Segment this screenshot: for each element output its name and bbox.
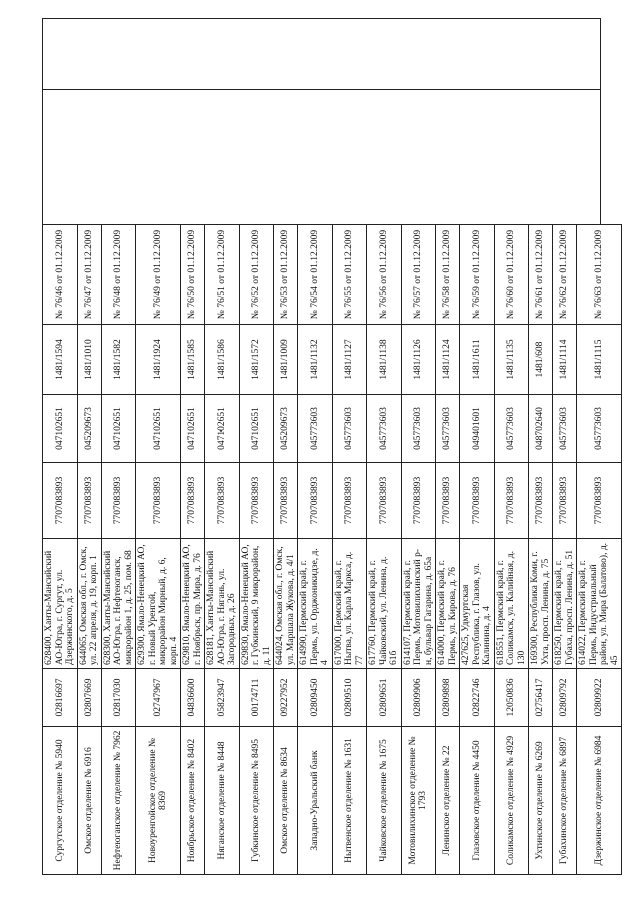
branch-name-cell: Нытвенское отделение № 1631 xyxy=(332,727,367,875)
inn-cell: 7707083893 xyxy=(77,463,101,539)
branch-name-cell: Омское отделение № 8634 xyxy=(274,727,298,875)
license-cell: 1481/1586 xyxy=(205,325,240,395)
branch-name-cell: Омское отделение № 6916 xyxy=(77,727,101,875)
bik-cell: 047102651 xyxy=(101,395,136,463)
table-row xyxy=(101,225,136,875)
inn-cell: 7707083893 xyxy=(367,463,402,539)
address-cell: 617000, Пермский край, г. Нытва, ул. Карла Маркса, д. 77 xyxy=(332,539,367,669)
order-cell: № 76/59 от 01.12.2009 xyxy=(460,225,495,325)
table-row xyxy=(494,225,529,875)
license-cell: 1481/1611 xyxy=(460,325,495,395)
order-cell: № 76/49 от 01.12.2009 xyxy=(136,225,181,325)
order-cell: № 76/60 от 01.12.2009 xyxy=(494,225,529,325)
order-cell: № 76/48 от 01.12.2009 xyxy=(101,225,136,325)
branch-name-cell: Губкинское отделение № 8495 xyxy=(239,727,274,875)
order-cell: № 76/55 от 01.12.2009 xyxy=(332,225,367,325)
inn-cell: 7707083893 xyxy=(401,463,436,539)
table-row xyxy=(367,225,402,875)
okpo-code-cell: 02809651 xyxy=(367,669,402,727)
okpo-code-cell: 12050836 xyxy=(494,669,529,727)
license-cell: 1481/1124 xyxy=(436,325,460,395)
address-cell: 614990, Пермский край, г. Пермь, ул. Орджоникидзе, д. 4 xyxy=(298,539,333,669)
branch-name-cell: Няганское отделение № 8448 xyxy=(205,727,240,875)
branch-name-cell: Западно-Уральский банк xyxy=(298,727,333,875)
header-table-frame xyxy=(42,18,601,225)
address-cell: 628300, Ханты-Мансийский АО-Югра, г. Нефтеюганск, микрорайон 1, д. 25, пом. 68 xyxy=(101,539,136,669)
inn-cell: 7707083893 xyxy=(529,463,553,539)
okpo-code-cell: 02817030 xyxy=(101,669,136,727)
order-cell: № 76/50 от 01.12.2009 xyxy=(181,225,205,325)
okpo-code-cell: 02756417 xyxy=(529,669,553,727)
branch-name-cell: Нефтеюганское отделение № 7962 xyxy=(101,727,136,875)
branches-table xyxy=(42,224,622,875)
license-cell: 1481/1138 xyxy=(367,325,402,395)
okpo-code-cell: 02747967 xyxy=(136,669,181,727)
branch-name-cell: Дзержинское отделение № 6984 xyxy=(577,727,622,875)
order-cell: № 76/52 от 01.12.2009 xyxy=(239,225,274,325)
bik-cell: 047102651 xyxy=(205,395,240,463)
table-row xyxy=(401,225,436,875)
address-cell: 629810, Ямало-Ненецкий АО, г. Ноябрьск, пр. Мира, д. 76 xyxy=(181,539,205,669)
okpo-code-cell: 02809922 xyxy=(577,669,622,727)
inn-cell: 7707083893 xyxy=(494,463,529,539)
bik-cell: 047102651 xyxy=(43,395,78,463)
order-cell: № 76/53 от 01.12.2009 xyxy=(274,225,298,325)
branches-table-body xyxy=(43,225,622,875)
order-cell: № 76/57 от 01.12.2009 xyxy=(401,225,436,325)
inn-cell: 7707083893 xyxy=(101,463,136,539)
table-row xyxy=(436,225,460,875)
license-cell: 1481/1115 xyxy=(577,325,622,395)
bik-cell: 048702640 xyxy=(529,395,553,463)
table-row xyxy=(529,225,553,875)
order-cell: № 76/47 от 01.12.2009 xyxy=(77,225,101,325)
bik-cell: 045773603 xyxy=(436,395,460,463)
inn-cell: 7707083893 xyxy=(274,463,298,539)
okpo-code-cell: 04836600 xyxy=(181,669,205,727)
inn-cell: 7707083893 xyxy=(43,463,78,539)
branch-name-cell: Глазовское отделение № 4450 xyxy=(460,727,495,875)
order-cell: № 76/62 от 01.12.2009 xyxy=(553,225,577,325)
table-row xyxy=(239,225,274,875)
branch-name-cell: Мотовилихинское отделение № 1793 xyxy=(401,727,436,875)
address-cell: 614107, Пермский край, г. Пермь, Мотовилихинский р-н, бульвар Гагарина, д. 65а xyxy=(401,539,436,669)
inn-cell: 7707083893 xyxy=(239,463,274,539)
branch-name-cell: Ноябрьское отделение № 8402 xyxy=(181,727,205,875)
inn-cell: 7707083893 xyxy=(577,463,622,539)
license-cell: 1481/1010 xyxy=(77,325,101,395)
bik-cell: 047102651 xyxy=(136,395,181,463)
license-cell: 1481/1572 xyxy=(239,325,274,395)
rotated-table-container xyxy=(42,225,620,875)
table-row xyxy=(332,225,367,875)
license-cell: 1481/1135 xyxy=(494,325,529,395)
bik-cell: 045773603 xyxy=(577,395,622,463)
address-cell: 618250, Пермский край, г. Губаха, просп. Ленина, д. 51 xyxy=(553,539,577,669)
address-cell: 618551, Пермский край, г. Соликамск, ул. Калийная, д. 130 xyxy=(494,539,529,669)
bik-cell: 045773603 xyxy=(367,395,402,463)
license-cell: 1481/1009 xyxy=(274,325,298,395)
order-cell: № 76/61 от 01.12.2009 xyxy=(529,225,553,325)
order-cell: № 76/56 от 01.12.2009 xyxy=(367,225,402,325)
address-cell: 644065, Омская обл., г. Омск, ул. 22 апреля, д. 19, корп. 1 xyxy=(77,539,101,669)
okpo-code-cell: 00174711 xyxy=(239,669,274,727)
table-row xyxy=(577,225,622,875)
table-row xyxy=(553,225,577,875)
address-cell: 614000, Пермский край, г. Пермь, ул. Кирова, д. 76 xyxy=(436,539,460,669)
order-cell: № 76/51 от 01.12.2009 xyxy=(205,225,240,325)
license-cell: 1481/1127 xyxy=(332,325,367,395)
inn-cell: 7707083893 xyxy=(460,463,495,539)
branch-name-cell: Новоуренгойское отделение № 8369 xyxy=(136,727,181,875)
okpo-code-cell: 02809906 xyxy=(401,669,436,727)
bik-cell: 045773603 xyxy=(494,395,529,463)
okpo-code-cell: 02809898 xyxy=(436,669,460,727)
table-row xyxy=(136,225,181,875)
bik-cell: 047102651 xyxy=(181,395,205,463)
inn-cell: 7707083893 xyxy=(181,463,205,539)
bik-cell: 045773603 xyxy=(298,395,333,463)
bik-cell: 045209673 xyxy=(77,395,101,463)
license-cell: 1481/1126 xyxy=(401,325,436,395)
table-row xyxy=(274,225,298,875)
address-cell: 617760, Пермский край, г. Чайковский, ул. Ленина, д. 61б xyxy=(367,539,402,669)
order-cell: № 76/46 от 01.12.2009 xyxy=(43,225,78,325)
branch-name-cell: Губахинское отделение № 6897 xyxy=(553,727,577,875)
bik-cell: 047102651 xyxy=(239,395,274,463)
inn-cell: 7707083893 xyxy=(205,463,240,539)
branch-name-cell: Чайковское отделение № 1675 xyxy=(367,727,402,875)
okpo-code-cell: 09227952 xyxy=(274,669,298,727)
address-cell: 169300, Республика Коми, г. Ухта, просп. Ленина, д. 75 xyxy=(529,539,553,669)
address-cell: 427625, Удмуртская Республика, г. Глазов, ул. Калинина, д. 4 xyxy=(460,539,495,669)
table-row xyxy=(298,225,333,875)
branch-name-cell: Ухтинское отделение № 6269 xyxy=(529,727,553,875)
bik-cell: 045773603 xyxy=(332,395,367,463)
address-cell: 628181, Ханты-Мансийский АО-Югра, г. Нягань, ул. Загородных, д. 26 xyxy=(205,539,240,669)
order-cell: № 76/58 от 01.12.2009 xyxy=(436,225,460,325)
okpo-code-cell: 02809510 xyxy=(332,669,367,727)
table-row xyxy=(77,225,101,875)
license-cell: 1481/1114 xyxy=(553,325,577,395)
inn-cell: 7707083893 xyxy=(298,463,333,539)
order-cell: № 76/54 от 01.12.2009 xyxy=(298,225,333,325)
address-cell: 629300, Ямало-Ненецкий АО, г. Новый Уренгой, микрорайон Мирный, д. 6, корп. 4 xyxy=(136,539,181,669)
okpo-code-cell: 05823947 xyxy=(205,669,240,727)
license-cell: 1481/1585 xyxy=(181,325,205,395)
branch-name-cell: Сургутское отделение № 5940 xyxy=(43,727,78,875)
order-cell: № 76/63 от 01.12.2009 xyxy=(577,225,622,325)
inn-cell: 7707083893 xyxy=(436,463,460,539)
okpo-code-cell: 02809792 xyxy=(553,669,577,727)
inn-cell: 7707083893 xyxy=(136,463,181,539)
address-cell: 644024, Омская обл., г. Омск, ул. Маршала Жукова, д. 4/1 xyxy=(274,539,298,669)
rotated-table-area xyxy=(42,225,620,875)
table-row xyxy=(181,225,205,875)
license-cell: 1481/608 xyxy=(529,325,553,395)
table-row xyxy=(43,225,78,875)
license-cell: 1481/1594 xyxy=(43,325,78,395)
okpo-code-cell: 02816697 xyxy=(43,669,78,727)
bik-cell: 049401601 xyxy=(460,395,495,463)
table-row xyxy=(460,225,495,875)
inn-cell: 7707083893 xyxy=(553,463,577,539)
bik-cell: 045773603 xyxy=(553,395,577,463)
header-table-divider xyxy=(43,89,600,90)
license-cell: 1481/1132 xyxy=(298,325,333,395)
branch-name-cell: Соликамское отделение № 4929 xyxy=(494,727,529,875)
branch-name-cell: Ленинское отделение № 22 xyxy=(436,727,460,875)
bik-cell: 045773603 xyxy=(401,395,436,463)
bik-cell: 045209673 xyxy=(274,395,298,463)
inn-cell: 7707083893 xyxy=(332,463,367,539)
address-cell: 614022, Пермский край, г. Пермь, Индустриальный район, ул. Мира (Балатово), д. 45 xyxy=(577,539,622,669)
license-cell: 1481/1924 xyxy=(136,325,181,395)
okpo-code-cell: 02809450 xyxy=(298,669,333,727)
address-cell: 629830, Ямало-Ненецкий АО, г. Губкинский, 9 микрорайон, д. 11 xyxy=(239,539,274,669)
okpo-code-cell: 02807669 xyxy=(77,669,101,727)
table-row xyxy=(205,225,240,875)
license-cell: 1481/1582 xyxy=(101,325,136,395)
address-cell: 628400, Ханты-Мансийский АО-Югра, г. Сургут, ул. Дзержинского, д. 5 xyxy=(43,539,78,669)
okpo-code-cell: 02822746 xyxy=(460,669,495,727)
